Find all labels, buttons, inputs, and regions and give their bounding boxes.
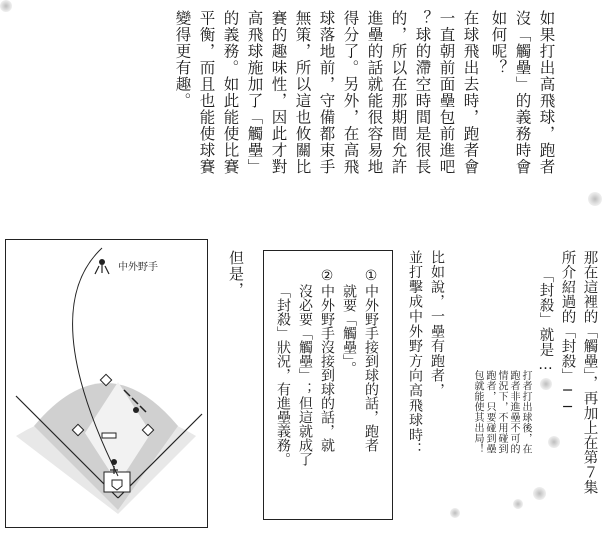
text-column: 賽的趣味性，因此才對 bbox=[269, 10, 288, 175]
text-column: ？球的滯空時間是很長 bbox=[413, 10, 432, 175]
screentone-dot bbox=[548, 436, 560, 448]
note-column: 包就能使其出局！ bbox=[472, 370, 483, 454]
screentone-dot bbox=[533, 487, 546, 500]
text-column: 如何呢？ bbox=[489, 10, 508, 76]
note-column: 情況下，不用碰到 bbox=[496, 370, 507, 454]
text-column: 沒「觸壘」的義務時會 bbox=[513, 10, 532, 175]
text-column: 得分了。另外，在高飛 bbox=[341, 10, 360, 175]
text-column: 高飛球施加了「觸壘」 bbox=[245, 10, 264, 175]
screentone-dot bbox=[588, 192, 602, 206]
screentone-dot bbox=[0, 0, 12, 12]
diamond-illustration bbox=[5, 239, 208, 528]
text-column: 比如說，一壘有跑者， bbox=[429, 250, 445, 398]
screentone-dot bbox=[450, 508, 460, 518]
runner-icon bbox=[133, 407, 139, 413]
batter-icon bbox=[111, 459, 117, 465]
text-column: 就要「觸壘」。 bbox=[341, 284, 357, 375]
center-fielder-icon bbox=[99, 259, 105, 265]
note-column: 跑者，只要碰到壘 bbox=[484, 370, 495, 454]
text-column: 那在這裡的「觸壘」，再加上在第７集 bbox=[581, 250, 598, 495]
text-column: 進壘的話就能很容易地 bbox=[365, 10, 384, 175]
text-column: 變得更有趣。 bbox=[173, 10, 192, 109]
text-column: 「封殺」就是… bbox=[537, 268, 554, 374]
text-column: 球落地前，守備都束手 bbox=[317, 10, 336, 175]
text-column: 的義務。如此能使比賽 bbox=[221, 10, 240, 175]
text-column: 平衡，而且也能使球賽 bbox=[197, 10, 216, 175]
text-column: 的，所以在那期間允許 bbox=[389, 10, 408, 175]
baseball-field-svg bbox=[6, 240, 206, 526]
but-text: 但是， bbox=[227, 250, 245, 298]
text-column: 「封殺」狀況，有進壘義務。 bbox=[275, 284, 291, 466]
note-column: 打者打出球後，在 bbox=[520, 370, 531, 454]
text-column: 所介紹過的「封殺」── bbox=[559, 250, 576, 416]
text-column: 在球飛出去時，跑者會 bbox=[461, 10, 480, 175]
text-column: 無策，所以這也攸關比 bbox=[293, 10, 312, 175]
note-column: 跑者非進壘不可的 bbox=[508, 370, 519, 454]
text-column: ②中外野手沒接到球的話，就 bbox=[319, 268, 335, 452]
screentone-dot bbox=[513, 499, 523, 509]
text-column: 並打擊成中外野方向高飛球時： bbox=[407, 250, 423, 458]
text-column: 沒必要「觸壘」；但這就成了 bbox=[297, 284, 313, 466]
text-column: ①中外野手接到球的話，跑者 bbox=[363, 268, 379, 452]
text-column: 一直朝前面壘包前進吧 bbox=[437, 10, 456, 175]
screentone-dot bbox=[540, 378, 552, 390]
center-fielder-label: 中外野手 bbox=[118, 262, 158, 273]
text-column: 如果打出高飛球，跑者 bbox=[537, 10, 556, 175]
center-fielder-body bbox=[95, 265, 109, 274]
pitchers-plate bbox=[102, 433, 116, 438]
